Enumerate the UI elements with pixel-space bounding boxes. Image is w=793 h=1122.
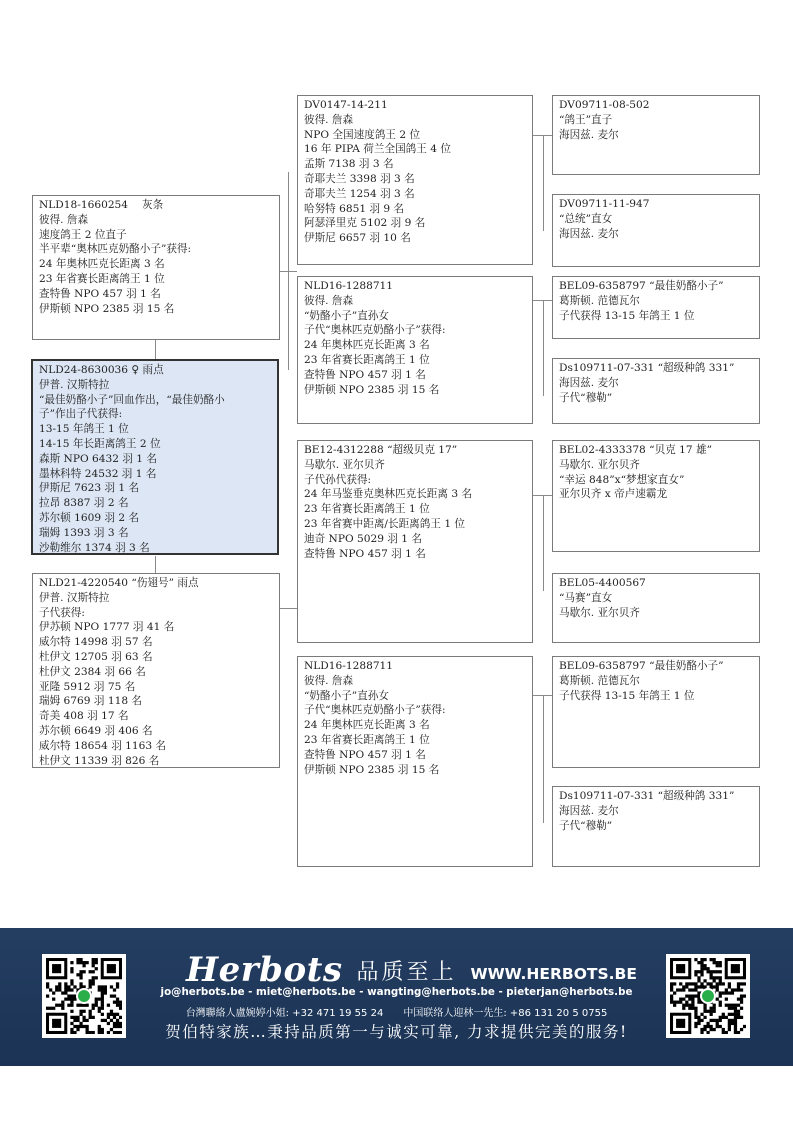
pedigree-text-line: 马歇尔. 亚尔贝齐 xyxy=(304,458,385,471)
pedigree-text-line: “奶酪小子”直孙女 xyxy=(304,689,389,702)
bird-ring-number: BE12-4312288 “超级贝克 17” xyxy=(304,444,458,456)
connector xyxy=(288,172,289,370)
pedigree-text-line: 伊普. 汉斯特拉 xyxy=(39,591,110,604)
pedigree-text-line: 孟斯 7138 羽 3 名 xyxy=(304,158,394,171)
pedigree-text-line: 子代“穆勒” xyxy=(559,819,613,832)
bird-ring-number: NLD16-1288711 xyxy=(304,660,394,672)
pedigree-text-line: “奶酪小子”直孙女 xyxy=(304,309,389,322)
pedigree-text-line: 23 年省赛中距离/长距离鸽王 1 位 xyxy=(304,517,466,530)
pedigree-text-line: 苏尔顿 1609 羽 2 名 xyxy=(39,511,140,524)
pedigree-card-dam-dam xyxy=(297,656,533,867)
pedigree-text-line: NPO 全国速度鸽王 2 位 xyxy=(304,128,421,141)
slogan: 品质至上 xyxy=(356,960,457,985)
pedigree-text-line: 马歇尔. 亚尔贝齐 xyxy=(559,458,640,471)
pedigree-card-sire-sire xyxy=(297,95,533,265)
pedigree-text-line: 查特鲁 NPO 457 羽 1 名 xyxy=(39,287,161,300)
bird-ring-number: NLD18-1660254 灰条 xyxy=(39,199,164,211)
bird-ring-number: BEL05-4400567 xyxy=(559,577,646,589)
pedigree-text-line: 伊斯尼 6657 羽 10 名 xyxy=(304,232,411,245)
pedigree-text-line: 奇美 408 羽 17 名 xyxy=(39,710,129,723)
connector xyxy=(280,608,297,609)
pedigree-text-line: 杜伊文 12705 羽 63 名 xyxy=(39,650,153,663)
pedigree-text-line: 24 年奥林匹克长距离 3 名 xyxy=(304,339,430,352)
pedigree-card-subject xyxy=(31,359,279,555)
pedigree-card-sire-dam-sire xyxy=(552,276,760,339)
pedigree-text-line: 查特鲁 NPO 457 羽 1 名 xyxy=(304,748,426,761)
pedigree-text-line: 彼得. 詹森 xyxy=(304,113,354,126)
pedigree-text-line: 伊普. 汉斯特拉 xyxy=(39,378,110,391)
bird-ring-number: DV09711-08-502 xyxy=(559,99,650,111)
wechat-qr-icon[interactable] xyxy=(666,954,750,1038)
connector xyxy=(155,340,156,360)
pedigree-text-line: 23 年省赛长距离鸽王 1 位 xyxy=(39,272,165,285)
pedigree-text-line: 子代孙代获得: xyxy=(304,473,372,486)
email-addresses[interactable]: jo@herbots.be - miet@herbots.be - wangting@herbots.be - pieterjan@herbots.be xyxy=(160,986,633,998)
motto: 贺伯特家族…秉持品质第一与诚实可靠, 力求提供完美的服务! xyxy=(165,1023,628,1041)
pedigree-text-line: 沙勒维尔 1374 羽 3 名 xyxy=(39,541,150,554)
bird-ring-number: DV0147-14-211 xyxy=(304,99,388,111)
pedigree-text-line: 伊苏顿 NPO 1777 羽 41 名 xyxy=(39,621,175,634)
contact-phones: 台灣聯絡人盧婉婷小姐: +32 471 19 55 24 中国联络人迎林一先生: +86 131 20 5 0755 xyxy=(185,1008,608,1019)
pedigree-text-line: 子代“奥林匹克奶酪小子”获得: xyxy=(304,704,446,717)
pedigree-text-line: “总统”直女 xyxy=(559,212,613,225)
pedigree-text-line: 海因兹. 麦尔 xyxy=(559,376,619,389)
brand-line xyxy=(186,948,637,988)
pedigree-text-line: 葛斯顿. 范德瓦尔 xyxy=(559,674,640,687)
pedigree-text-line: 23 年省赛长距离鸽王 1 位 xyxy=(304,353,430,366)
pedigree-text-line: 迪奇 NPO 5029 羽 1 名 xyxy=(304,532,422,545)
pedigree-text-line: 查特鲁 NPO 457 羽 1 名 xyxy=(304,368,426,381)
pedigree-text-line: “马赛”直女 xyxy=(559,591,613,604)
pedigree-text-line: 海因兹. 麦尔 xyxy=(559,227,619,240)
pedigree-text-line: 子代获得 13-15 年鸽王 1 位 xyxy=(559,689,695,702)
pedigree-text-line: 彼得. 詹森 xyxy=(304,294,354,307)
pedigree-text-line: 葛斯顿. 范德瓦尔 xyxy=(559,294,640,307)
pedigree-text-line: 24 年马鉴垂克奥林匹克长距离 3 名 xyxy=(304,488,473,501)
connector xyxy=(155,556,156,574)
pedigree-text-line: 24 年奥林匹克长距离 3 名 xyxy=(39,258,165,271)
herbots-logo: Herbots xyxy=(186,950,343,990)
pedigree-text-line: 亚隆 5912 羽 75 名 xyxy=(39,680,136,693)
pedigree-card-dam-sire xyxy=(297,440,533,643)
pedigree-text-line: 阿瑟泽里克 5102 羽 9 名 xyxy=(304,217,426,230)
pedigree-card-dam xyxy=(32,573,280,768)
pedigree-text-line: 伊斯顿 NPO 2385 羽 15 名 xyxy=(304,763,440,776)
pedigree-text-line: 海因兹. 麦尔 xyxy=(559,128,619,141)
pedigree-card-dam-dam-dam xyxy=(552,786,760,867)
pedigree-card-sire-sire-sire xyxy=(552,95,760,175)
pedigree-card-sire-sire-dam xyxy=(552,194,760,267)
connector xyxy=(543,495,544,591)
bird-ring-number: Ds109711-07-331 “超级种鸽 331” xyxy=(559,362,735,374)
pedigree-text-line: 16 年 PIPA 荷兰全国鸽王 4 位 xyxy=(304,143,451,156)
bird-ring-number: NLD24-8630036 ♀ 雨点 xyxy=(39,364,164,376)
pedigree-text-line: “最佳奶酪小子”回血作出，“最佳奶酪小 xyxy=(39,393,225,406)
pedigree-text-line: 13-15 年鸽王 1 位 xyxy=(39,423,129,436)
bird-ring-number: NLD21-4220540 “伤翅号” 雨点 xyxy=(39,577,199,589)
pedigree-text-line: 奇耶夫兰 1254 羽 3 名 xyxy=(304,187,415,200)
pedigree-text-line: 彼得. 詹森 xyxy=(304,674,354,687)
pedigree-text-line: 速度鸽王 2 位直子 xyxy=(39,228,127,241)
pedigree-text-line: 伊斯尼 7623 羽 1 名 xyxy=(39,482,140,495)
pedigree-text-line: 威尔特 18654 羽 1163 名 xyxy=(39,739,167,752)
connector xyxy=(543,135,544,231)
pedigree-text-line: 威尔特 14998 羽 57 名 xyxy=(39,636,153,649)
pedigree-text-line: 伊斯顿 NPO 2385 羽 15 名 xyxy=(39,302,175,315)
pedigree-text-line: 马歇尔. 亚尔贝齐 xyxy=(559,606,640,619)
website-link[interactable]: WWW.HERBOTS.BE xyxy=(470,965,637,983)
pedigree-text-line: 森斯 NPO 6432 羽 1 名 xyxy=(39,452,157,465)
footer-banner xyxy=(0,928,793,1066)
pedigree-text-line: 瑞姆 6769 羽 118 名 xyxy=(39,695,143,708)
pedigree-text-line: 伊斯顿 NPO 2385 羽 15 名 xyxy=(304,383,440,396)
pedigree-card-dam-dam-sire xyxy=(552,656,760,768)
pedigree-text-line: 杜伊文 2384 羽 66 名 xyxy=(39,665,146,678)
pedigree-text-line: 23 年省赛长距离鸽王 1 位 xyxy=(304,503,430,516)
pedigree-text-line: 14-15 年长距离鸽王 2 位 xyxy=(39,437,161,450)
connector xyxy=(543,300,544,396)
pedigree-card-sire-dam-dam xyxy=(552,358,760,424)
pedigree-card-dam-sire-dam xyxy=(552,573,760,643)
pedigree-text-line: 24 年奥林匹克长距离 3 名 xyxy=(304,719,430,732)
bird-ring-number: BEL09-6358797 “最佳奶酪小子” xyxy=(559,280,724,292)
pedigree-card-dam-sire-sire xyxy=(552,440,760,552)
pedigree-text-line: 子代“奥林匹克奶酪小子”获得: xyxy=(304,324,446,337)
connector xyxy=(543,695,544,823)
pedigree-text-line: 瑞姆 1393 羽 3 名 xyxy=(39,526,129,539)
pedigree-text-line: 亚尔贝齐 x 帝卢速霸龙 xyxy=(559,488,668,501)
bird-ring-number: DV09711-11-947 xyxy=(559,198,650,210)
bird-ring-number: BEL09-6358797 “最佳奶酪小子” xyxy=(559,660,724,672)
pedigree-text-line: “幸运 848”x“梦想家直女” xyxy=(559,473,685,486)
pedigree-text-line: “鸽王”直子 xyxy=(559,113,613,126)
pedigree-text-line: 拉昂 8387 羽 2 名 xyxy=(39,497,129,510)
pedigree-text-line: 奇耶夫兰 3398 羽 3 名 xyxy=(304,172,415,185)
pedigree-text-line: 苏尔顿 6649 羽 406 名 xyxy=(39,724,153,737)
pedigree-text-line: 23 年省赛长距离鸽王 1 位 xyxy=(304,733,430,746)
pedigree-text-line: 子”作出子代获得: xyxy=(39,408,123,421)
pedigree-text-line: 杜伊文 11339 羽 826 名 xyxy=(39,754,160,767)
pedigree-text-line: 子代获得: xyxy=(39,606,85,619)
pedigree-text-line: 子代获得 13-15 年鸽王 1 位 xyxy=(559,309,695,322)
pedigree-text-line: 查特鲁 NPO 457 羽 1 名 xyxy=(304,547,426,560)
pedigree-text-line: 彼得. 詹森 xyxy=(39,213,89,226)
pedigree-text-line: 海因兹. 麦尔 xyxy=(559,804,619,817)
pedigree-text-line: 墨林科特 24532 羽 1 名 xyxy=(39,467,157,480)
pedigree-card-sire-dam xyxy=(297,276,533,424)
pedigree-text-line: 哈努特 6851 羽 9 名 xyxy=(304,202,405,215)
bird-ring-number: NLD16-1288711 xyxy=(304,280,394,292)
pedigree-card-sire xyxy=(32,195,280,340)
pedigree-text-line: 子代“穆勒” xyxy=(559,391,613,404)
bird-ring-number: Ds109711-07-331 “超级种鸽 331” xyxy=(559,790,735,802)
bird-ring-number: BEL02-4333378 “贝克 17 雄” xyxy=(559,444,712,456)
pedigree-text-line: 半平辈“奥林匹克奶酪小子”获得: xyxy=(39,243,192,256)
